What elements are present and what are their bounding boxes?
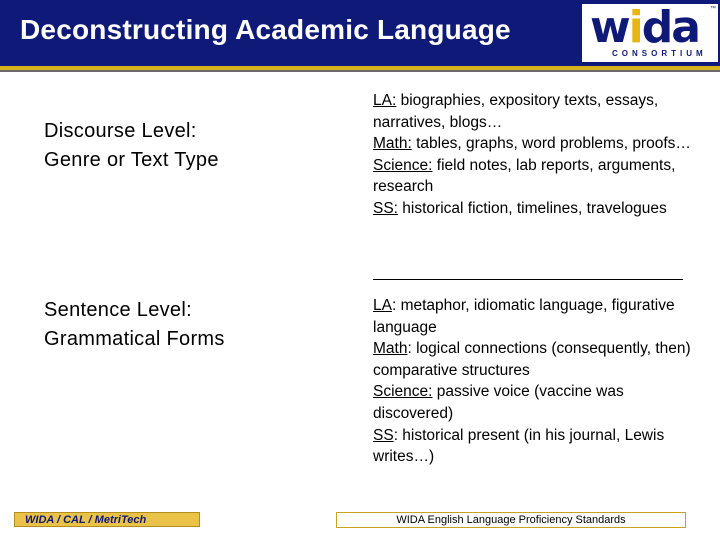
slide-header: [0, 0, 720, 66]
discourse-math: Math: tables, graphs, word problems, proofs…: [373, 135, 691, 153]
sentence-level-label: Sentence Level: Grammatical Forms: [44, 299, 225, 350]
sentence-science: Science: passive voice (vaccine was discovered): [373, 383, 624, 422]
header-gray-stripe: [0, 70, 720, 72]
sentence-la: LA: metaphor, idiomatic language, figurative language: [373, 297, 675, 336]
sentence-level-examples: [373, 295, 703, 468]
discourse-level-examples: [373, 90, 703, 220]
logo-subtitle: CONSORTIUM: [612, 49, 707, 58]
section-divider: [373, 279, 683, 280]
discourse-la: LA: biographies, expository texts, essays, narratives, blogs…: [373, 92, 659, 131]
logo-wordmark: wida: [590, 2, 699, 53]
wida-logo: [582, 4, 718, 62]
footer-standards: WIDA English Language Proficiency Standards: [336, 512, 686, 528]
discourse-level-label: Discourse Level: Genre or Text Type: [44, 120, 219, 171]
sentence-ss: SS: historical present (in his journal, Lewis writes…): [373, 426, 665, 466]
footer-organizations: WIDA / CAL / MetriTech: [14, 512, 200, 527]
discourse-science: Science: field notes, lab reports, arguments, research: [373, 156, 676, 196]
logo-trademark: ™: [710, 6, 716, 12]
discourse-ss: SS: historical fiction, timelines, travelogues: [373, 199, 667, 217]
sentence-math: Math: logical connections (consequently, then) comparative structures: [373, 340, 691, 379]
slide-title: Deconstructing Academic Language: [20, 14, 511, 45]
